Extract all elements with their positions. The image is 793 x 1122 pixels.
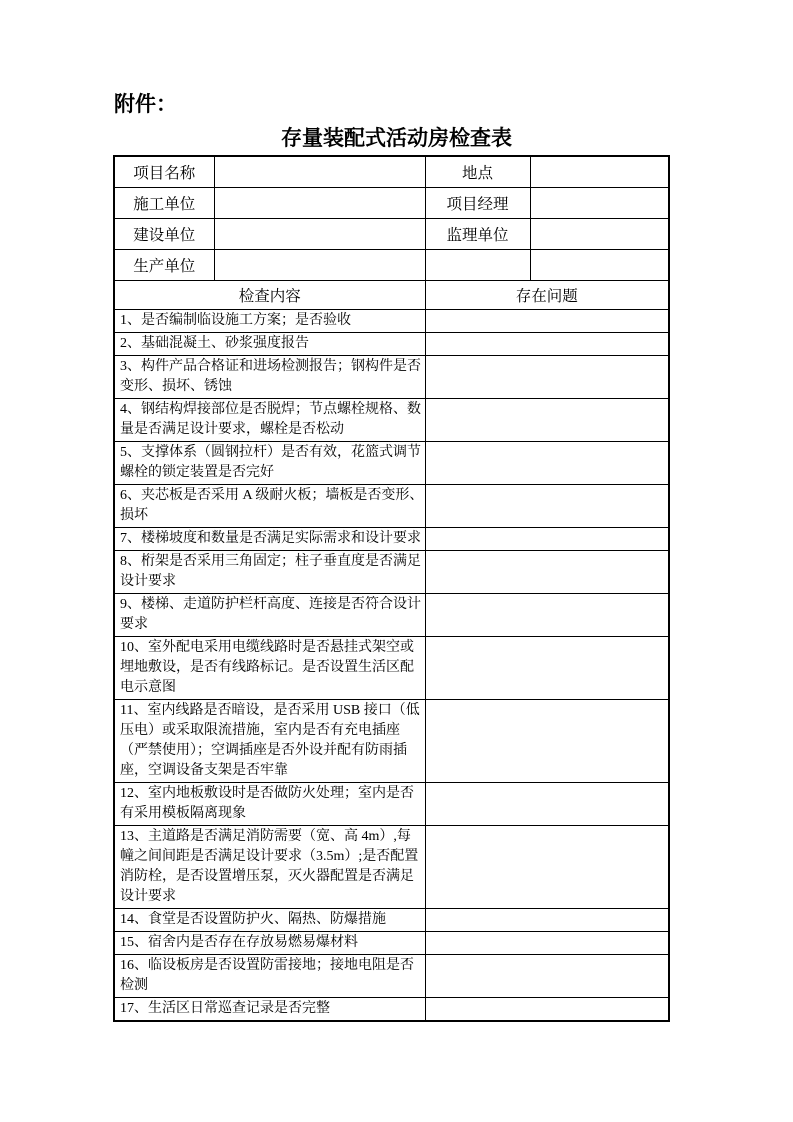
info-row-construction [114,188,669,219]
checklist-item-text: 2、基础混凝土、砂浆强度报告 [114,333,425,356]
location-field[interactable] [530,156,669,188]
checklist-row [114,356,669,399]
checklist-item-text: 9、楼梯、走道防护栏杆高度、连接是否符合设计要求 [114,594,425,637]
checklist-row [114,955,669,998]
checklist-row [114,551,669,594]
info-row-owner [114,219,669,250]
issue-field[interactable] [425,594,669,637]
issue-field[interactable] [425,551,669,594]
checklist-row [114,528,669,551]
info-row-producer [114,250,669,281]
checklist-item-text: 13、主道路是否满足消防需要（宽、高 4m）,每幢之间间距是否满足设计要求（3.5m）;是否配置消防栓，是否设置增压泵，灭火器配置是否满足设计要求 [114,826,425,909]
issue-field[interactable] [425,826,669,909]
supervision-unit-field[interactable] [530,219,669,250]
empty-label-cell [425,250,530,281]
checklist-row [114,932,669,955]
checklist-row [114,909,669,932]
checklist-item-text: 6、夹芯板是否采用 A 级耐火板；墙板是否变形、损坏 [114,485,425,528]
construction-unit-field[interactable] [214,188,425,219]
checklist-item-text: 1、是否编制临设施工方案；是否验收 [114,310,425,333]
producer-unit-field[interactable] [214,250,425,281]
checklist-row [114,399,669,442]
checklist-row [114,442,669,485]
project-name-label: 项目名称 [114,156,214,188]
issue-field[interactable] [425,310,669,333]
checklist-item-text: 3、构件产品合格证和进场检测报告；钢构件是否变形、损坏、锈蚀 [114,356,425,399]
project-manager-label: 项目经理 [425,188,530,219]
issue-field[interactable] [425,700,669,783]
checklist-item-text: 10、室外配电采用电缆线路时是否悬挂式架空或埋地敷设，是否有线路标记。是否设置生活区配电示意图 [114,637,425,700]
checklist-row [114,594,669,637]
issue-field[interactable] [425,356,669,399]
checklist-item-text: 16、临设板房是否设置防雷接地；接地电阻是否检测 [114,955,425,998]
checklist-item-text: 4、钢结构焊接部位是否脱焊；节点螺栓规格、数量是否满足设计要求，螺栓是否松动 [114,399,425,442]
checklist-item-text: 15、宿舍内是否存在存放易燃易爆材料 [114,932,425,955]
construction-unit-label: 施工单位 [114,188,214,219]
section-header-row [114,281,669,310]
checklist-row [114,310,669,333]
checklist-row [114,998,669,1022]
attachment-label: 附件： [114,92,177,116]
issue-field[interactable] [425,485,669,528]
checklist-item-text: 11、室内线路是否暗设，是否采用 USB 接口（低压电）或采取限流措施，室内是否有充电插座（严禁使用）；空调插座是否外设并配有防雨插座，空调设备支架是否牢靠 [114,700,425,783]
checklist-item-text: 14、食堂是否设置防护火、隔热、防爆措施 [114,909,425,932]
checklist-item-text: 5、支撑体系（圆钢拉杆）是否有效，花篮式调节螺栓的锁定装置是否完好 [114,442,425,485]
issues-header: 存在问题 [425,281,669,310]
issue-field[interactable] [425,399,669,442]
issue-field[interactable] [425,932,669,955]
doc-title: 存量装配式活动房检查表 [281,126,512,150]
inspection-table [113,155,670,1022]
checklist-row [114,637,669,700]
issue-field[interactable] [425,333,669,356]
checklist-item-text: 12、室内地板敷设时是否做防火处理；室内是否有采用模板隔离现象 [114,783,425,826]
location-label: 地点 [425,156,530,188]
content-header: 检查内容 [114,281,425,310]
supervision-unit-label: 监理单位 [425,219,530,250]
empty-value-field[interactable] [530,250,669,281]
issue-field[interactable] [425,442,669,485]
issue-field[interactable] [425,955,669,998]
checklist-item-text: 7、楼梯坡度和数量是否满足实际需求和设计要求 [114,528,425,551]
owner-unit-field[interactable] [214,219,425,250]
checklist-row [114,485,669,528]
issue-field[interactable] [425,783,669,826]
owner-unit-label: 建设单位 [114,219,214,250]
project-name-field[interactable] [214,156,425,188]
issue-field[interactable] [425,637,669,700]
issue-field[interactable] [425,998,669,1022]
producer-unit-label: 生产单位 [114,250,214,281]
checklist-row [114,333,669,356]
checklist-row [114,826,669,909]
checklist-row [114,700,669,783]
issue-field[interactable] [425,909,669,932]
checklist-row [114,783,669,826]
issue-field[interactable] [425,528,669,551]
info-row-project [114,156,669,188]
project-manager-field[interactable] [530,188,669,219]
checklist-item-text: 17、生活区日常巡查记录是否完整 [114,998,425,1022]
checklist-item-text: 8、桁架是否采用三角固定；柱子垂直度是否满足设计要求 [114,551,425,594]
